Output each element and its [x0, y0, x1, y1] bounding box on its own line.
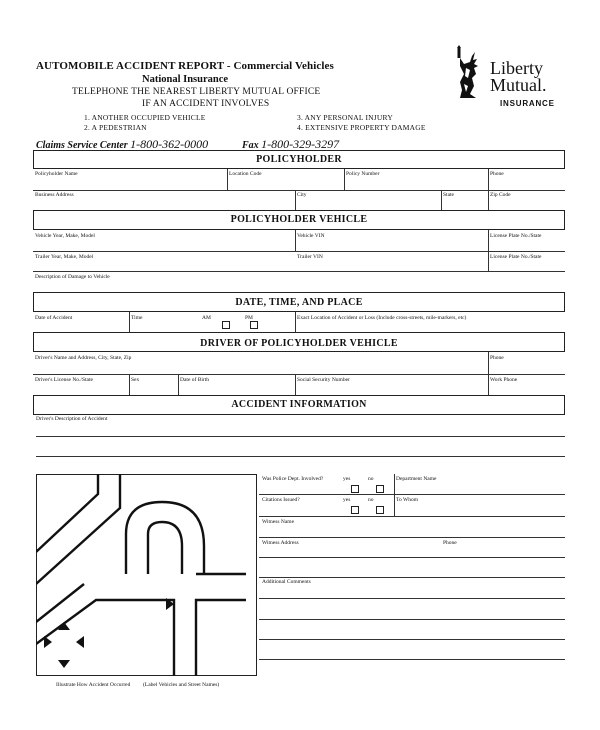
- policyholder-phone-label: Phone: [490, 171, 504, 177]
- zip-code-label: Zip Code: [490, 192, 511, 198]
- damage-description-label: Description of Damage to Vehicle: [35, 274, 110, 280]
- date-of-accident-label: Date of Accident: [35, 315, 73, 321]
- policyholder-heading: POLICYHOLDER: [256, 154, 342, 165]
- driver-phone-label: Phone: [490, 355, 504, 361]
- driver-description-label: Driver's Description of Accident: [36, 416, 108, 422]
- comments-line-2[interactable]: [259, 619, 565, 620]
- citations-yes-checkbox[interactable]: [351, 506, 359, 514]
- illustrate-label: Illustrate How Accident Occurred: [56, 682, 131, 688]
- am-label: AM: [202, 315, 211, 321]
- claims-label: Claims Service Center: [36, 140, 128, 151]
- pm-checkbox[interactable]: [250, 321, 258, 329]
- fax-label: Fax: [242, 140, 259, 151]
- driver-name-address-label: Driver's Name and Address, City, State, Zip: [35, 355, 132, 361]
- trailer-license-label: License Plate No./State: [490, 254, 542, 260]
- accident-heading: ACCIDENT INFORMATION: [231, 399, 367, 410]
- witness-address-label: Witness Address: [262, 540, 299, 546]
- policyholder-name-label: Policyholder Name: [35, 171, 78, 177]
- citations-no-label: no: [368, 497, 374, 503]
- police-involved-label: Was Police Dept. Involved?: [262, 476, 324, 482]
- comments-line-4[interactable]: [259, 659, 565, 660]
- sex-label: Sex: [131, 377, 140, 383]
- work-phone-label: Work Phone: [490, 377, 518, 383]
- logo-mutual: Mutual.: [490, 75, 547, 95]
- label-vehicles-note: (Label Vehicles and Street Names): [143, 682, 220, 688]
- citations-issued-label: Citations Issued?: [262, 497, 300, 503]
- trailer-ymm-label: Trailer Year, Make, Model: [35, 254, 94, 260]
- comments-line-3[interactable]: [259, 639, 565, 640]
- ssn-label: Social Security Number: [297, 377, 350, 383]
- police-no-checkbox[interactable]: [376, 485, 384, 493]
- involve-item-2: 2. A PEDESTRIAN: [84, 123, 147, 132]
- date-of-birth-label: Date of Birth: [180, 377, 210, 383]
- form-subtitle: National Insurance: [142, 74, 229, 85]
- witness-phone-label: Phone: [443, 540, 457, 546]
- involve-item-3: 3. ANY PERSONAL INJURY: [297, 113, 393, 122]
- citations-yes-label: yes: [343, 497, 351, 503]
- vehicle-vin-label: Vehicle VIN: [297, 233, 325, 239]
- statue-of-liberty-logo-icon: [448, 44, 486, 100]
- telephone-line: TELEPHONE THE NEAREST LIBERTY MUTUAL OFFICE: [72, 87, 321, 97]
- datetime-heading: DATE, TIME, AND PLACE: [235, 297, 363, 308]
- additional-comments-label: Additional Comments: [262, 579, 311, 585]
- comments-line-1[interactable]: [259, 598, 565, 599]
- city-label: City: [297, 192, 307, 198]
- state-label: State: [443, 192, 454, 198]
- time-label: Time: [131, 315, 143, 321]
- vehicle-license-label: License Plate No./State: [490, 233, 542, 239]
- police-no-label: no: [368, 476, 374, 482]
- department-name-label: Department Name: [396, 476, 437, 482]
- logo-insurance: INSURANCE: [500, 99, 555, 108]
- liberty-mutual-logo: [490, 60, 547, 94]
- business-address-label: Business Address: [35, 192, 74, 198]
- exact-location-label: Exact Location of Accident or Loss (Include cross-streets, mile-markers, etc): [297, 315, 467, 321]
- form-title: AUTOMOBILE ACCIDENT REPORT - Commercial Vehicles: [36, 60, 334, 72]
- if-accident-line: IF AN ACCIDENT INVOLVES: [142, 99, 270, 109]
- police-yes-checkbox[interactable]: [351, 485, 359, 493]
- involve-item-4: 4. EXTENSIVE PROPERTY DAMAGE: [297, 123, 426, 132]
- citations-no-checkbox[interactable]: [376, 506, 384, 514]
- location-code-label: Location Code: [229, 171, 262, 177]
- description-line-1[interactable]: [36, 436, 565, 437]
- vehicle-heading: POLICYHOLDER VEHICLE: [230, 214, 368, 225]
- driver-license-label: Driver's License No./State: [35, 377, 93, 383]
- witness-name-label: Witness Name: [262, 519, 295, 525]
- police-yes-label: yes: [343, 476, 351, 482]
- trailer-vin-label: Trailer VIN: [297, 254, 323, 260]
- policy-number-label: Policy Number: [346, 171, 380, 177]
- fax-number: 1-800-329-3297: [261, 137, 340, 151]
- to-whom-label: To Whom: [396, 497, 418, 503]
- driver-heading: DRIVER OF POLICYHOLDER VEHICLE: [200, 338, 398, 349]
- description-line-2[interactable]: [36, 456, 565, 457]
- involve-item-1: 1. ANOTHER OCCUPIED VEHICLE: [84, 113, 206, 122]
- logo-liberty: Liberty: [490, 58, 543, 78]
- am-checkbox[interactable]: [222, 321, 230, 329]
- claims-number: 1-800-362-0000: [130, 137, 209, 151]
- road-diagram-icon: [36, 474, 257, 676]
- pm-label: PM: [245, 315, 253, 321]
- vehicle-ymm-label: Vehicle Year, Make, Model: [35, 233, 95, 239]
